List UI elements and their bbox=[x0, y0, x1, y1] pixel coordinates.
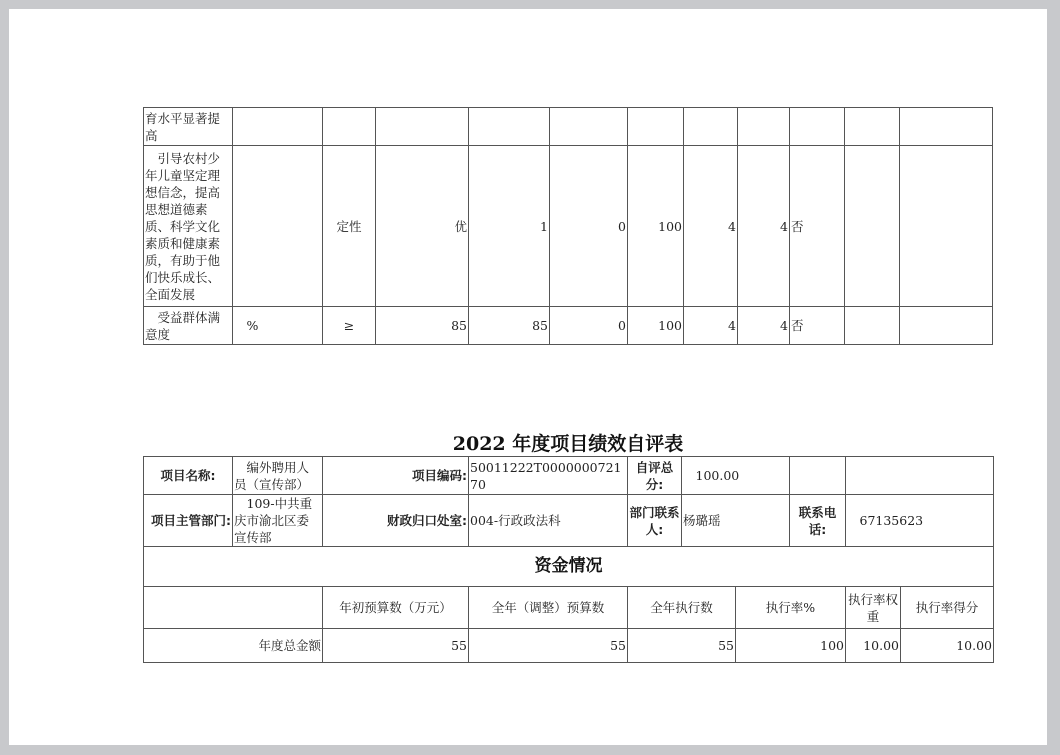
empty-cell bbox=[144, 587, 323, 629]
indicator-name: 受益群体满意度 bbox=[144, 307, 233, 345]
nature-cell: 定性 bbox=[323, 146, 376, 307]
document-page bbox=[9, 9, 1047, 745]
form-title: 2022 年度项目绩效自评表 bbox=[452, 433, 684, 455]
project-name-label: 项目名称: bbox=[144, 457, 233, 495]
value-cell: 10.00 bbox=[901, 629, 994, 663]
nature-cell: ≥ bbox=[323, 307, 376, 345]
actual-cell: 85 bbox=[469, 307, 550, 345]
finance-label: 财政归口处室: bbox=[323, 495, 469, 547]
contact-label: 部门联系人: bbox=[628, 495, 682, 547]
unit-cell bbox=[233, 146, 323, 307]
weight-cell: 4 bbox=[684, 146, 738, 307]
empty-cell bbox=[790, 457, 846, 495]
column-header: 年初预算数（万元） bbox=[323, 587, 469, 629]
issue-cell bbox=[790, 108, 845, 146]
deviation-cell: 0 bbox=[550, 307, 628, 345]
column-header: 执行率得分 bbox=[901, 587, 994, 629]
column-header: 全年（调整）预算数 bbox=[469, 587, 628, 629]
self-score-label: 自评总分: bbox=[628, 457, 682, 495]
issue-cell: 否 bbox=[790, 307, 845, 345]
finance-value: 004-行政政法科 bbox=[469, 495, 628, 547]
value-cell: 100 bbox=[736, 629, 846, 663]
measure-cell bbox=[845, 146, 900, 307]
row-label: 年度总金额 bbox=[144, 629, 323, 663]
value-cell: 55 bbox=[469, 629, 628, 663]
note-cell bbox=[900, 108, 993, 146]
dept-label: 项目主管部门: bbox=[144, 495, 233, 547]
table-row bbox=[144, 457, 994, 495]
table-row bbox=[144, 547, 994, 587]
weight-cell: 4 bbox=[684, 307, 738, 345]
score-cell: 4 bbox=[738, 307, 790, 345]
unit-cell: % bbox=[233, 307, 323, 345]
self-evaluation-table bbox=[143, 456, 994, 663]
indicator-name: 育水平显著提高 bbox=[144, 108, 233, 146]
note-cell bbox=[900, 307, 993, 345]
column-header: 执行率% bbox=[736, 587, 846, 629]
value-cell: 10.00 bbox=[846, 629, 901, 663]
empty-cell bbox=[846, 457, 994, 495]
unit-cell bbox=[233, 108, 323, 146]
column-header: 执行率权重 bbox=[846, 587, 901, 629]
completion-cell: 100 bbox=[628, 146, 684, 307]
phone-value: 67135623 bbox=[846, 495, 994, 547]
table-row bbox=[144, 495, 994, 547]
nature-cell bbox=[323, 108, 376, 146]
value-cell: 55 bbox=[628, 629, 736, 663]
funds-section-title: 资金情况 bbox=[144, 547, 994, 587]
table-row bbox=[144, 146, 993, 307]
actual-cell: 1 bbox=[469, 146, 550, 307]
target-cell: 优 bbox=[376, 146, 469, 307]
score-cell: 4 bbox=[738, 146, 790, 307]
deviation-cell: 0 bbox=[550, 146, 628, 307]
completion-cell: 100 bbox=[628, 307, 684, 345]
project-code-value: 50011222T000000072170 bbox=[469, 457, 628, 495]
completion-cell bbox=[628, 108, 684, 146]
table-row bbox=[144, 108, 993, 146]
project-name-value: 编外聘用人员（宣传部） bbox=[233, 457, 323, 495]
measure-cell bbox=[845, 307, 900, 345]
deviation-cell bbox=[550, 108, 628, 146]
note-cell bbox=[900, 146, 993, 307]
actual-cell bbox=[469, 108, 550, 146]
project-code-label: 项目编码: bbox=[323, 457, 469, 495]
measure-cell bbox=[845, 108, 900, 146]
self-score-value: 100.00 bbox=[682, 457, 790, 495]
value-cell: 55 bbox=[323, 629, 469, 663]
table-row bbox=[144, 629, 994, 663]
dept-value: 109-中共重庆市渝北区委宣传部 bbox=[233, 495, 323, 547]
column-header: 全年执行数 bbox=[628, 587, 736, 629]
weight-cell bbox=[684, 108, 738, 146]
indicator-table bbox=[143, 107, 993, 345]
table-row bbox=[144, 587, 994, 629]
issue-cell: 否 bbox=[790, 146, 845, 307]
target-cell bbox=[376, 108, 469, 146]
target-cell: 85 bbox=[376, 307, 469, 345]
contact-value: 杨璐瑶 bbox=[682, 495, 790, 547]
score-cell bbox=[738, 108, 790, 146]
indicator-name: 引导农村少年儿童坚定理想信念，提高思想道德素质、科学文化素质和健康素质，有助于他们快乐成长、全面发展 bbox=[144, 146, 233, 307]
phone-label: 联系电话: bbox=[790, 495, 846, 547]
table-row bbox=[144, 307, 993, 345]
